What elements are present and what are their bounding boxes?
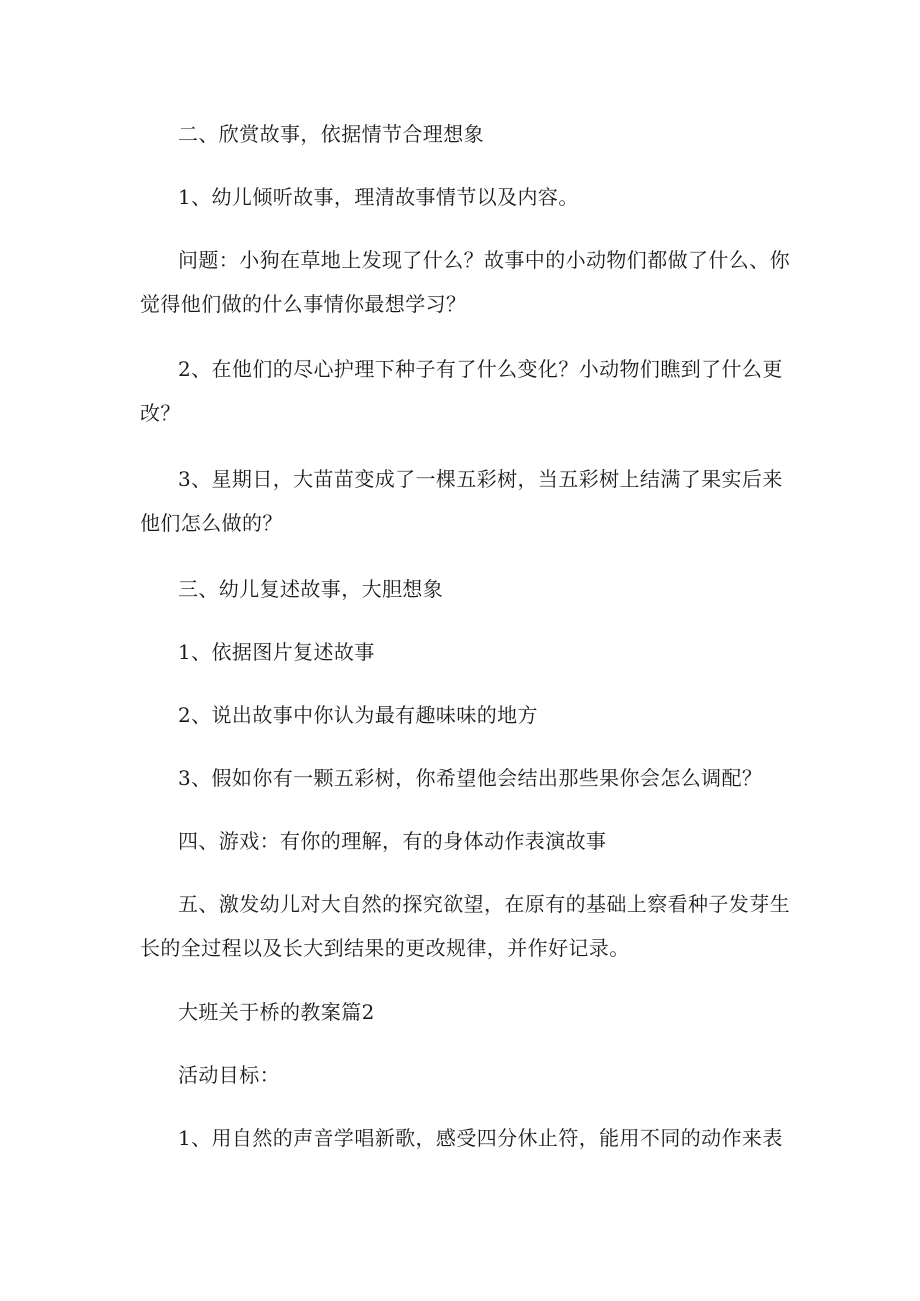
list-item-2-3 <box>140 457 790 545</box>
list-item-2-2 <box>140 347 790 435</box>
paragraph-line: 2、在他们的尽心护理下种子有了什么变化？小动物们瞧到了什么更 <box>178 357 783 381</box>
paragraph-line: 1、用自然的声音学唱新歌，感受四分休止符，能用不同的动作来表 <box>178 1126 783 1150</box>
paragraph-line: 五、激发幼儿对大自然的探究欲望，在原有的基础上察看种子发芽生 <box>178 892 790 916</box>
question-paragraph <box>140 238 790 326</box>
objective-item-1 <box>140 1116 790 1160</box>
paragraph-line: 3、星期日，大苗苗变成了一棵五彩树，当五彩树上结满了果实后来 <box>178 467 783 491</box>
section-heading-4 <box>140 819 790 863</box>
paragraph-line: 觉得他们做的什么事情你最想学习？ <box>140 292 467 316</box>
section-heading-3 <box>140 567 790 611</box>
paragraph-line: 活动目标： <box>178 1063 280 1087</box>
paragraph-line: 1、幼儿倾听故事，理清故事情节以及内容。 <box>178 185 579 209</box>
paragraph-line: 1、依据图片复述故事 <box>178 640 375 664</box>
paragraph-line: 长的全过程以及长大到结果的更改规律，并作好记录。 <box>140 936 630 960</box>
paragraph-line: 他们怎么做的？ <box>140 511 283 535</box>
paragraph-line: 三、幼儿复述故事，大胆想象 <box>178 577 444 601</box>
list-item-3-2 <box>140 693 790 737</box>
paragraph-line: 改？ <box>140 401 181 425</box>
objectives-heading <box>140 1053 790 1097</box>
section-heading-5 <box>140 882 790 970</box>
lesson-plan-title <box>140 990 790 1034</box>
list-item-3-1 <box>140 630 790 674</box>
paragraph-line: 二、欣赏故事，依据情节合理想象 <box>178 122 484 146</box>
section-heading-2 <box>140 112 790 156</box>
paragraph-line: 2、说出故事中你认为最有趣味味的地方 <box>178 703 538 727</box>
list-item-3-3 <box>140 756 790 800</box>
paragraph-line: 大班关于桥的教案篇2 <box>178 1000 375 1024</box>
list-item-2-1 <box>140 175 790 219</box>
paragraph-line: 3、假如你有一颗五彩树，你希望他会结出那些果你会怎么调配？ <box>178 766 763 790</box>
paragraph-line: 问题：小狗在草地上发现了什么？故事中的小动物们都做了什么、你 <box>178 248 790 272</box>
paragraph-line: 四、游戏：有你的理解，有的身体动作表演故事 <box>178 829 607 853</box>
